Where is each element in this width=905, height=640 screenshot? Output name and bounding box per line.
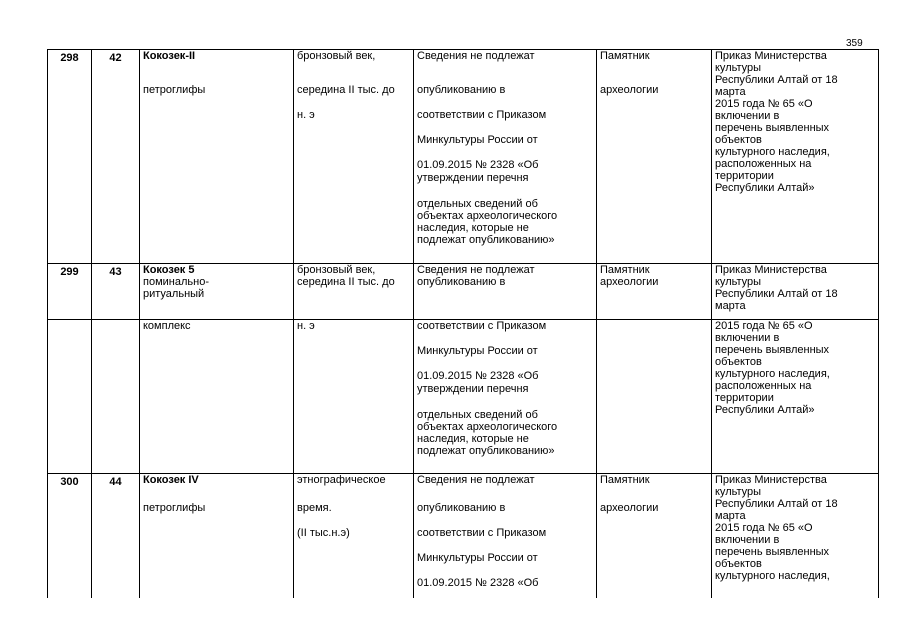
period-cell (294, 264, 414, 320)
law-line: включении в (715, 110, 780, 122)
period-cell (294, 474, 414, 598)
registry-number: 298 (48, 50, 92, 264)
kind-line: археологии (600, 502, 659, 514)
law-line: объектов (715, 134, 762, 146)
secrecy-line: соответствии с Приказом (417, 527, 547, 539)
law-line: перечень выявленных (715, 344, 830, 356)
object-name: Кокозек IV (143, 474, 199, 486)
law-cell (712, 50, 879, 264)
period-cell (294, 320, 414, 474)
kind-line: Памятник (600, 50, 650, 62)
kind-line: Памятник (600, 264, 650, 276)
period-line: н. э (297, 109, 315, 121)
law-cell (712, 264, 879, 320)
object-type: комплекс (143, 320, 191, 332)
kind-cell (597, 50, 712, 264)
period-cell (294, 50, 414, 264)
table-row (48, 320, 879, 474)
law-cell (712, 474, 879, 598)
law-line: Приказ Министерства (715, 264, 827, 276)
secrecy-line: отдельных сведений об (417, 198, 538, 210)
object-name-cell (140, 264, 294, 320)
period-line: время. (297, 502, 332, 514)
secrecy-line: подлежат опубликованию» (417, 234, 555, 246)
law-line: территории (715, 170, 774, 182)
law-line: расположенных на (715, 380, 812, 392)
secrecy-line: опубликованию в (417, 502, 506, 514)
table-row (48, 474, 879, 598)
law-line: перечень выявленных (715, 122, 830, 134)
period-line: (II тыс.н.э) (297, 527, 350, 539)
local-number: 42 (92, 50, 140, 264)
law-line: объектов (715, 356, 762, 368)
law-line: Приказ Министерства (715, 50, 827, 62)
law-line: Республики Алтай от 18 (715, 74, 838, 86)
secrecy-line: утверждении перечня (417, 383, 529, 395)
law-line: марта (715, 300, 746, 312)
secrecy-line: отдельных сведений об (417, 409, 538, 421)
law-line: Республики Алтай» (715, 404, 815, 416)
secrecy-cell (414, 264, 597, 320)
object-name-cell (140, 474, 294, 598)
table-row (48, 50, 879, 264)
object-name-cell (140, 50, 294, 264)
secrecy-line: Минкультуры России от (417, 552, 538, 564)
law-line: культурного наследия, (715, 570, 830, 582)
table-row (48, 264, 879, 320)
heritage-registry-table (47, 49, 879, 598)
period-line: этнографическое (297, 474, 386, 486)
secrecy-line: Минкультуры России от (417, 345, 538, 357)
law-line: 2015 года № 65 «О (715, 320, 813, 332)
kind-line: археологии (600, 276, 659, 288)
secrecy-line: утверждении перечня (417, 172, 529, 184)
law-line: перечень выявленных (715, 546, 830, 558)
registry-number (48, 320, 92, 474)
secrecy-line: 01.09.2015 № 2328 «Об (417, 159, 539, 171)
law-line: объектов (715, 558, 762, 570)
secrecy-line: 01.09.2015 № 2328 «Об (417, 370, 539, 382)
kind-line: археологии (600, 84, 659, 96)
object-type: поминально- (143, 276, 209, 288)
object-name: Кокозек 5 (143, 264, 195, 276)
registry-number: 300 (48, 474, 92, 598)
secrecy-line: наследия, которые не (417, 222, 529, 234)
kind-cell (597, 474, 712, 598)
page-number: 359 (846, 38, 863, 49)
law-line: культуры (715, 276, 762, 288)
secrecy-line: опубликованию в (417, 276, 506, 288)
law-line: культуры (715, 62, 762, 74)
local-number: 44 (92, 474, 140, 598)
object-type: ритуальный (143, 288, 205, 300)
period-line: середина II тыс. до (297, 276, 395, 288)
secrecy-line: объектах археологического (417, 421, 558, 433)
secrecy-cell (414, 474, 597, 598)
secrecy-line: подлежат опубликованию» (417, 445, 555, 457)
law-line: Республики Алтай от 18 (715, 498, 838, 510)
kind-cell (597, 320, 712, 474)
object-name: Кокозек-II (143, 50, 196, 62)
law-line: территории (715, 392, 774, 404)
law-line: включении в (715, 534, 780, 546)
secrecy-line: объектах археологического (417, 210, 558, 222)
secrecy-line: опубликованию в (417, 84, 506, 96)
period-line: бронзовый век, (297, 264, 376, 276)
law-line: марта (715, 86, 746, 98)
object-name-cell (140, 320, 294, 474)
law-cell (712, 320, 879, 474)
object-type: петроглифы (143, 84, 206, 96)
local-number: 43 (92, 264, 140, 320)
secrecy-line: Сведения не подлежат (417, 264, 535, 276)
period-line: н. э (297, 320, 315, 332)
law-line: включении в (715, 332, 780, 344)
law-line: Республики Алтай» (715, 182, 815, 194)
law-line: Приказ Министерства (715, 474, 827, 486)
law-line: культуры (715, 486, 762, 498)
period-line: бронзовый век, (297, 50, 376, 62)
law-line: расположенных на (715, 158, 812, 170)
secrecy-line: Минкультуры России от (417, 134, 538, 146)
secrecy-cell (414, 320, 597, 474)
law-line: Республики Алтай от 18 (715, 288, 838, 300)
secrecy-line: соответствии с Приказом (417, 320, 547, 332)
kind-cell (597, 264, 712, 320)
object-type: петроглифы (143, 502, 206, 514)
secrecy-line: 01.09.2015 № 2328 «Об (417, 577, 539, 589)
law-line: культурного наследия, (715, 368, 830, 380)
law-line: марта (715, 510, 746, 522)
secrecy-cell (414, 50, 597, 264)
law-line: 2015 года № 65 «О (715, 522, 813, 534)
secrecy-line: Сведения не подлежат (417, 474, 535, 486)
secrecy-line: наследия, которые не (417, 433, 529, 445)
law-line: культурного наследия, (715, 146, 830, 158)
registry-number: 299 (48, 264, 92, 320)
law-line: 2015 года № 65 «О (715, 98, 813, 110)
secrecy-line: соответствии с Приказом (417, 109, 547, 121)
kind-line: Памятник (600, 474, 650, 486)
local-number (92, 320, 140, 474)
secrecy-line: Сведения не подлежат (417, 50, 535, 62)
period-line: середина II тыс. до (297, 84, 395, 96)
